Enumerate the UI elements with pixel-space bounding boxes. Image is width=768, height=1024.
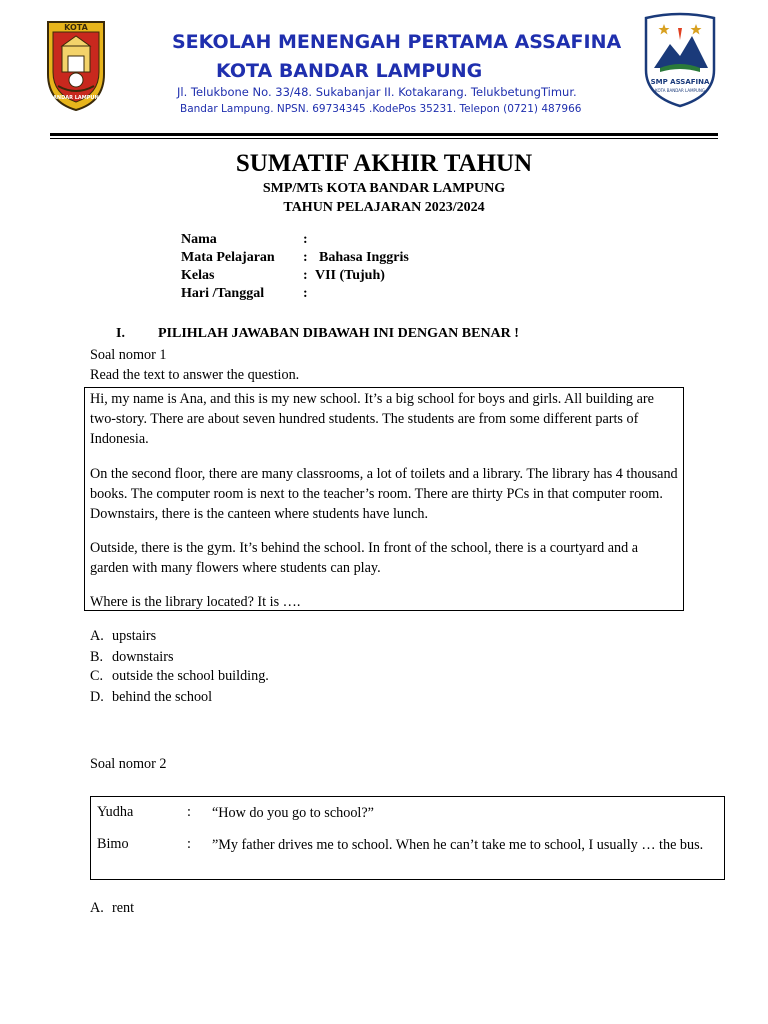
header-divider-thin: [50, 138, 718, 139]
identity-value: VII (Tujuh): [315, 268, 385, 283]
passage-paragraph: Hi, my name is Ana, and this is my new school. It’s a big school for boys and girls. All building are two-story. There are about seven hundred students. The students are from some different parts of Indonesia.: [90, 391, 654, 447]
identity-label: Hari /Tanggal: [181, 286, 265, 301]
section-number: I.: [116, 326, 125, 341]
identity-value: Bahasa Inggris: [319, 250, 409, 265]
question-2-label: Soal nomor 2: [90, 756, 167, 772]
answer-option-b[interactable]: [90, 649, 173, 666]
identity-label: Mata Pelajaran: [181, 250, 275, 265]
option-letter: C.: [90, 668, 104, 684]
dialog-speaker: Bimo: [97, 836, 129, 852]
city-crest-logo: [44, 16, 108, 112]
passage-question: Where is the library located? It is ….: [90, 594, 301, 610]
identity-colon: :: [303, 286, 308, 301]
address-line-1: Jl. Telukbone No. 33/48. Sukabanjar II. Kotakarang. TelukbetungTimur.: [177, 85, 577, 99]
dialog-line: “How do you go to school?”: [212, 805, 374, 821]
passage-paragraph: Outside, there is the gym. It’s behind the school. In front of the school, there is a courtyard and a garden with many flowers where students can play.: [90, 540, 639, 576]
identity-colon: :: [303, 250, 308, 265]
exam-subtitle-school: SMP/MTs KOTA BANDAR LAMPUNG: [262, 181, 506, 196]
school-name: SEKOLAH MENENGAH PERTAMA ASSAFINA: [172, 31, 622, 53]
option-letter: B.: [90, 649, 104, 665]
identity-colon: :: [303, 268, 308, 283]
city-crest-icon: [44, 16, 108, 112]
option-text: rent: [112, 900, 135, 916]
svg-text:KOTA BANDAR LAMPUNG: KOTA BANDAR LAMPUNG: [655, 88, 705, 93]
option-text: behind the school: [112, 689, 213, 705]
exam-subtitle-year: TAHUN PELAJARAN 2023/2024: [283, 200, 485, 215]
exam-title: SUMATIF AKHIR TAHUN: [235, 150, 533, 177]
svg-text:SMP ASSAFINA: SMP ASSAFINA: [650, 78, 710, 86]
option-letter: D.: [90, 689, 104, 705]
school-logo: [640, 10, 720, 110]
question-1-instruction: Read the text to answer the question.: [90, 367, 300, 383]
option-text: downstairs: [112, 649, 174, 665]
section-title: PILIHLAH JAWABAN DIBAWAH INI DENGAN BENAR !: [158, 326, 519, 341]
dialog-colon: :: [187, 836, 191, 852]
identity-label: Nama: [181, 232, 217, 247]
dialog-speaker: Yudha: [97, 804, 134, 820]
identity-colon: :: [303, 232, 308, 247]
answer-option-c[interactable]: [90, 668, 269, 685]
address-line-2: Bandar Lampung. NPSN. 69734345 .KodePos 35231. Telepon (0721) 487966: [180, 103, 582, 115]
svg-text:KOTA: KOTA: [64, 23, 88, 32]
answer-option-a[interactable]: [90, 628, 156, 645]
reading-passage-box: [84, 387, 684, 611]
dialog-line: ”My father drives me to school. When he can’t take me to school, I usually … the bus.: [212, 837, 704, 853]
question-1-label: Soal nomor 1: [90, 347, 167, 363]
option-letter: A.: [90, 628, 104, 644]
city-name: KOTA BANDAR LAMPUNG: [216, 60, 483, 82]
svg-text:BANDAR LAMPUNG: BANDAR LAMPUNG: [49, 95, 103, 101]
identity-label: Kelas: [181, 268, 215, 283]
passage-paragraph: On the second floor, there are many classrooms, a lot of toilets and a library. The library has 4 thousand books. The computer room is next to the teacher’s room. There are thirty PCs in that computer room. Downstairs, there is the canteen where students have lunch.: [90, 466, 678, 522]
header-divider-thick: [50, 133, 718, 136]
dialog-box: [90, 796, 725, 880]
option-text: upstairs: [112, 628, 157, 644]
answer-option-d[interactable]: [90, 689, 212, 706]
option-text: outside the school building.: [112, 668, 269, 684]
answer-option-a[interactable]: [90, 900, 134, 917]
school-shield-icon: [640, 10, 720, 110]
option-letter: A.: [90, 900, 104, 916]
dialog-colon: :: [187, 804, 191, 820]
